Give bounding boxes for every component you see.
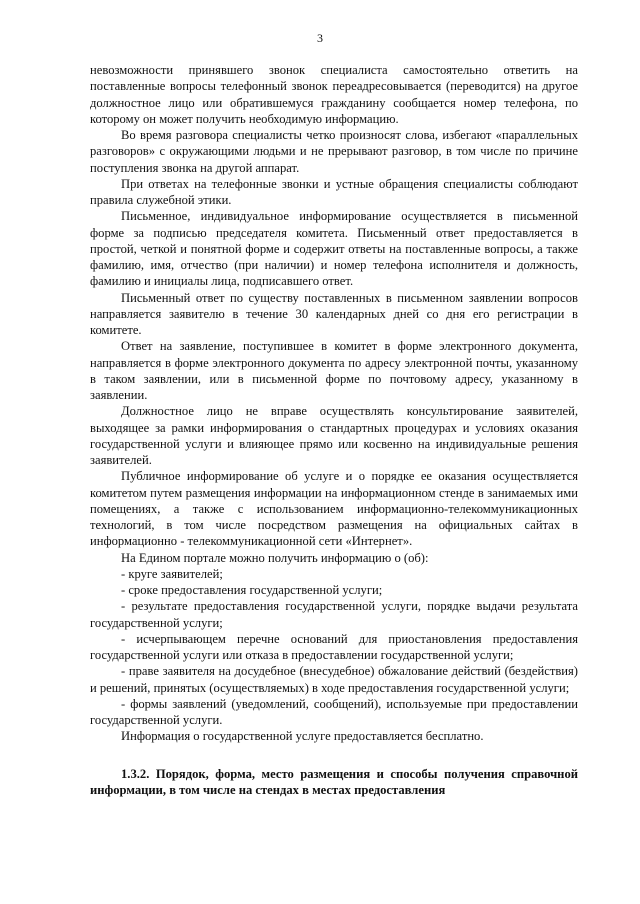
document-body — [90, 62, 578, 798]
paragraph-portal-intro: На Едином портале можно получить информацию о (об): — [121, 550, 429, 565]
list-item: - праве заявителя на досудебное (внесудебное) обжалование действий (бездействия) и решений, принятых (осуществляемых) в ходе предоставления государственной услуги; — [90, 664, 578, 695]
paragraph-ethics: При ответах на телефонные звонки и устные обращения специалисты соблюдают правила служебной этики. — [90, 176, 578, 207]
paragraph-public-informing: Публичное информирование об услуге и о порядке ее оказания осуществляется комитетом путем размещения информации на информационном стенде в занимаемых ими помещениях, а также с использованием информационно-телекоммуникационных технологий, в том числе посредством размещения на официальных сайтах в информационно - телекоммуникационной сети «Интернет». — [90, 469, 578, 549]
paragraph-free-of-charge: Информация о государственной услуге предоставляется бесплатно. — [121, 729, 484, 744]
paragraph-continuation: невозможности принявшего звонок специалиста самостоятельно ответить на поставленные вопросы телефонный звонок переадресовывается (переводится) на другое должностное лицо или обратившемуся гражданину сообщается номер телефона, по которому он может получить необходимую информацию. — [90, 63, 578, 126]
page-number: 3 — [317, 31, 323, 45]
section-heading: 1.3.2. Порядок, форма, место размещения и способы получения справочной информации, в том числе на стендах в местах предоставления — [90, 766, 578, 797]
list-item: - исчерпывающем перечне оснований для приостановления предоставления государственной услуги или отказа в предоставлении государственной услуги; — [90, 631, 578, 662]
paragraph-written-answer-term: Письменный ответ по существу поставленных в письменном заявлении вопросов направляется заявителю в течение 30 календарных дней со дня его регистрации в комитете. — [90, 290, 578, 337]
list-item: - формы заявлений (уведомлений, сообщений), используемые при предоставлении государственной услуги. — [90, 696, 578, 727]
list-item: - сроке предоставления государственной услуги; — [121, 583, 383, 597]
paragraph-written-informing: Письменное, индивидуальное информирование осуществляется в письменной форме за подписью председателя комитета. Письменный ответ предоставляется в простой, четкой и понятной форме и содержит ответы на поставленные вопросы, а также фамилию, имя, отчество (при наличии) и номер телефона исполнителя и должность, фамилию и инициалы лица, подписавшего ответ. — [90, 209, 578, 289]
list-item: - круге заявителей; — [121, 566, 223, 581]
paragraph-official-restriction: Должностное лицо не вправе осуществлять консультирование заявителей, выходящее за рамки информирования о стандартных процедурах и условиях оказания государственной услуги и влияющее прямо или косвенно на индивидуальные решения заявителей. — [90, 404, 578, 467]
paragraph-electronic-answer: Ответ на заявление, поступившее в комитет в форме электронного документа, направляется в форме электронного документа по адресу электронной почты, указанному в таком заявлении, или в письменной форме по почтовому адресу, указанному в заявлении. — [90, 339, 578, 402]
list-item: - результате предоставления государственной услуги, порядке выдачи результата государственной услуги; — [90, 599, 578, 630]
paragraph-phone-conduct: Во время разговора специалисты четко произносят слова, избегают «параллельных разговоров» с окружающими людьми и не прерывают разговор, в том числе по причине поступления звонка на другой аппарат. — [90, 128, 578, 175]
